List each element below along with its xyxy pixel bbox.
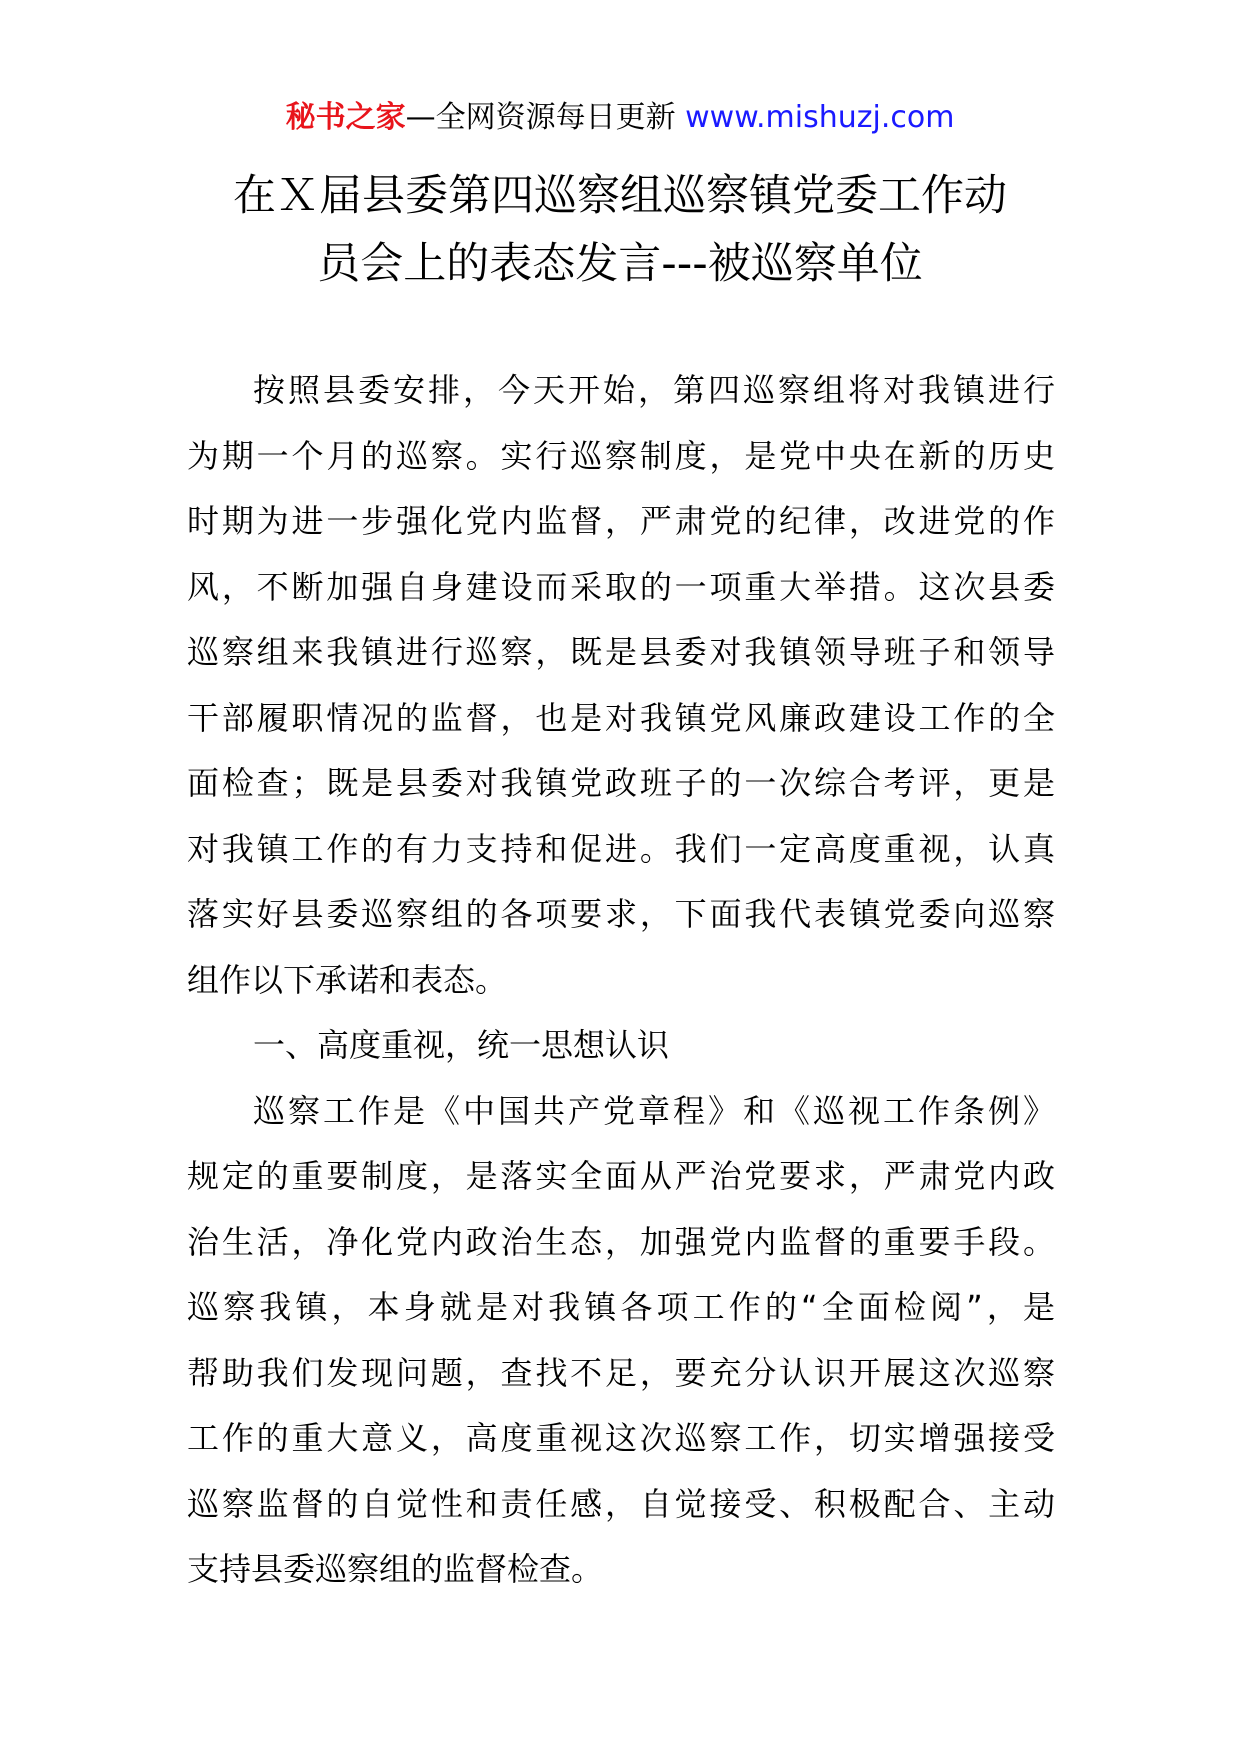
section-heading: 一、高度重视，统一思想认识 (253, 1026, 670, 1064)
document-body (187, 358, 1055, 1603)
text-line: 工作的重大意义，高度重视这次巡察工作，切实增强接受 (187, 1419, 1055, 1457)
title-line-1: 在Ｘ届县委第四巡察组巡察镇党委工作动 (233, 171, 1007, 221)
text-line: 规定的重要制度，是落实全面从严治党要求，严肃党内政 (187, 1157, 1055, 1195)
text-line: 组作以下承诺和表态。 (187, 960, 508, 999)
text-line: 干部履职情况的监督，也是对我镇党风廉政建设工作的全 (187, 698, 1055, 737)
text-line: 对我镇工作的有力支持和促进。我们一定高度重视，认真 (187, 829, 1055, 868)
text-line: 巡察监督的自觉性和责任感，自觉接受、积极配合、主动 (187, 1484, 1055, 1523)
text-line: 支持县委巡察组的监督检查。 (187, 1550, 604, 1588)
text-line: 巡察组来我镇进行巡察，既是县委对我镇领导班子和领导 (187, 633, 1055, 671)
text-line: 为期一个月的巡察。实行巡察制度，是党中央在新的历史 (187, 436, 1055, 475)
text-line: 落实好县委巡察组的各项要求，下面我代表镇党委向巡察 (187, 895, 1055, 933)
document-title (200, 162, 1040, 298)
text-line: 面检查；既是县委对我镇党政班子的一次综合考评，更是 (187, 764, 1055, 802)
text-line: 按照县委安排，今天开始，第四巡察组将对我镇进行 (253, 371, 1055, 409)
text-line: 帮助我们发现问题，查找不足，要充分认识开展这次巡察 (187, 1353, 1055, 1392)
paragraph-intro (187, 358, 1055, 1013)
text-line: 巡察我镇，本身就是对我镇各项工作的“全面检阅”，是 (187, 1288, 1055, 1326)
text-line: 风，不断加强自身建设而采取的一项重大举措。这次县委 (187, 567, 1055, 606)
banner-tagline: —全网资源每日更新 (405, 100, 686, 135)
paragraph-section-1 (187, 1079, 1055, 1603)
site-url-link[interactable]: www.mishuzj.com (685, 100, 955, 135)
brand-name: 秘书之家 (285, 100, 406, 135)
text-line: 治生活，净化党内政治生态，加强党内监督的重要手段。 (187, 1222, 1055, 1261)
title-line-2: 员会上的表态发言---被巡察单位 (317, 239, 923, 289)
text-line: 时期为进一步强化党内监督，严肃党的纪律，改进党的作 (187, 502, 1055, 540)
site-banner (0, 98, 1240, 138)
text-line: 巡察工作是《中国共产党章程》和《巡视工作条例》 (253, 1091, 1055, 1130)
